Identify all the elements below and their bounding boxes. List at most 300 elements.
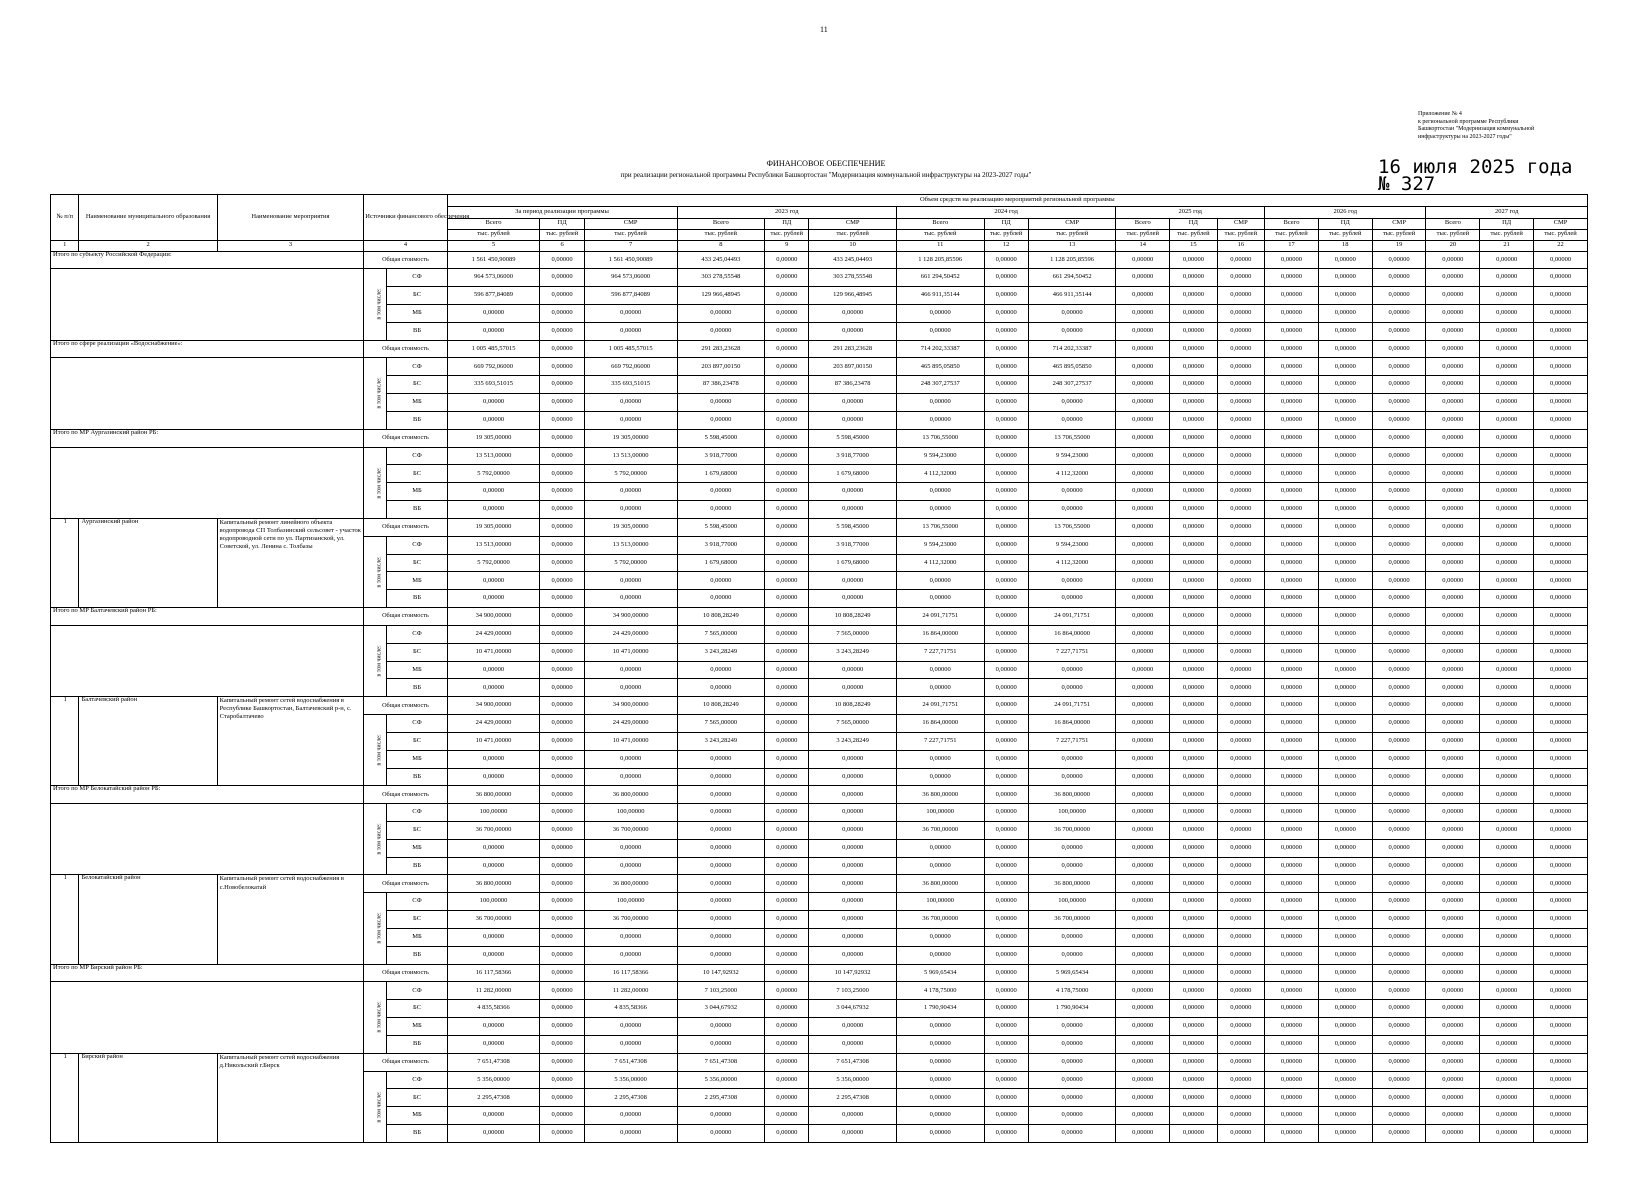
amount-cell: 0,00000 [984,1125,1028,1143]
unit-header: тыс. рублей [1217,229,1264,240]
amount-cell: 0,00000 [809,483,897,501]
amount-cell: 0,00000 [1217,608,1264,626]
amount-cell: 0,00000 [1372,964,1426,982]
amount-cell: 5 356,00000 [809,1071,897,1089]
amount-cell: 0,00000 [1534,946,1588,964]
amount-cell: 0,00000 [1170,394,1217,412]
sub-header: СМР [809,218,897,229]
amount-cell: 0,00000 [1318,679,1372,697]
amount-cell: 0,00000 [765,465,809,483]
amount-cell: 0,00000 [447,322,540,340]
amount-cell: 0,00000 [1318,394,1372,412]
amount-cell: 0,00000 [984,251,1028,269]
amount-cell: 0,00000 [1372,661,1426,679]
amount-cell: 0,00000 [540,536,584,554]
amount-cell: 0,00000 [809,590,897,608]
amount-cell: 0,00000 [809,768,897,786]
amount-cell: 0,00000 [677,839,765,857]
amount-cell: 0,00000 [1372,501,1426,519]
amount-cell: 100,00000 [447,893,540,911]
amount-cell: 100,00000 [1028,804,1116,822]
amount-cell: 0,00000 [1217,679,1264,697]
amount-cell: 0,00000 [1318,501,1372,519]
amount-cell: 0,00000 [1480,447,1534,465]
unit-header: тыс. рублей [809,229,897,240]
amount-cell: 0,00000 [896,572,984,590]
amount-cell: 0,00000 [1217,732,1264,750]
amount-cell: 0,00000 [1372,750,1426,768]
column-number: 14 [1116,240,1170,251]
unit-header: тыс. рублей [1426,229,1480,240]
amount-cell: 0,00000 [447,501,540,519]
amount-cell: 34 900,00000 [447,608,540,626]
amount-cell: 0,00000 [1116,608,1170,626]
amount-cell: 36 800,00000 [447,786,540,804]
municipality-name: Белокатайский район [79,875,217,964]
amount-cell: 0,00000 [1534,911,1588,929]
amount-cell: 5 792,00000 [447,465,540,483]
amount-cell: 0,00000 [677,679,765,697]
amount-cell: 0,00000 [540,768,584,786]
amount-cell: 0,00000 [1480,572,1534,590]
amount-cell: 0,00000 [1265,590,1319,608]
amount-cell: 0,00000 [1116,1071,1170,1089]
amount-cell: 0,00000 [540,554,584,572]
amount-cell: 0,00000 [809,893,897,911]
amount-cell: 0,00000 [765,358,809,376]
amount-cell: 0,00000 [540,483,584,501]
amount-cell: 0,00000 [540,715,584,733]
amount-cell: 0,00000 [1534,608,1588,626]
amount-cell: 0,00000 [1480,590,1534,608]
amount-cell: 0,00000 [584,1107,677,1125]
amount-cell: 0,00000 [1534,340,1588,358]
amount-cell: 0,00000 [447,411,540,429]
amount-cell: 0,00000 [1426,465,1480,483]
amount-cell: 0,00000 [1265,1035,1319,1053]
source-label: ВБ [387,679,447,697]
amount-cell: 10 471,00000 [447,732,540,750]
amount-cell: 0,00000 [1426,625,1480,643]
amount-cell: 0,00000 [584,483,677,501]
amount-cell: 0,00000 [1028,1018,1116,1036]
amount-cell: 0,00000 [1217,839,1264,857]
amount-cell: 0,00000 [1170,554,1217,572]
source-label: СФ [387,358,447,376]
amount-cell: 10 471,00000 [584,732,677,750]
amount-cell: 303 278,55548 [677,269,765,287]
amount-cell: 0,00000 [677,822,765,840]
amount-cell: 0,00000 [1116,572,1170,590]
column-number: 13 [1028,240,1116,251]
amount-cell: 0,00000 [540,964,584,982]
amount-cell: 0,00000 [809,322,897,340]
amount-cell: 0,00000 [1318,928,1372,946]
amount-cell: 0,00000 [809,804,897,822]
amount-cell: 11 282,00000 [584,982,677,1000]
amount-cell: 0,00000 [1480,554,1534,572]
empty-cell [51,269,364,340]
amount-cell: 0,00000 [1265,1018,1319,1036]
amount-cell: 0,00000 [1265,429,1319,447]
amount-cell: 0,00000 [1170,839,1217,857]
amount-cell: 0,00000 [1170,750,1217,768]
amount-cell: 0,00000 [809,1125,897,1143]
amount-cell: 3 918,77000 [809,536,897,554]
amount-cell: 0,00000 [1217,322,1264,340]
unit-header: тыс. рублей [1116,229,1170,240]
table-body [51,251,1588,1143]
amount-cell: 0,00000 [540,1035,584,1053]
amount-cell: 0,00000 [809,911,897,929]
amount-cell: 0,00000 [896,501,984,519]
amount-cell: 0,00000 [1534,679,1588,697]
sub-header: СМР [1217,218,1264,229]
amount-cell: 0,00000 [1372,1107,1426,1125]
amount-cell: 0,00000 [1116,946,1170,964]
amount-cell: 0,00000 [765,501,809,519]
amount-cell: 0,00000 [1265,715,1319,733]
amount-cell: 0,00000 [1480,982,1534,1000]
amount-cell: 0,00000 [1372,411,1426,429]
amount-cell: 0,00000 [1318,911,1372,929]
amount-cell: 100,00000 [1028,893,1116,911]
amount-cell: 0,00000 [1480,1125,1534,1143]
amount-cell: 466 911,35144 [896,287,984,305]
amount-cell: 0,00000 [1170,1125,1217,1143]
amount-cell: 0,00000 [1116,697,1170,715]
period-header: 2027 год [1426,207,1588,219]
source-label: БС [387,376,447,394]
amount-cell: 0,00000 [584,304,677,322]
total-cost-label: Общая стоимость [364,964,447,982]
amount-cell: 0,00000 [1170,804,1217,822]
amount-cell: 0,00000 [1426,875,1480,893]
amount-cell: 1 679,68000 [809,465,897,483]
incl-label: в том числе: [376,645,383,677]
amount-cell: 24 429,00000 [584,625,677,643]
amount-cell: 0,00000 [1480,394,1534,412]
amount-cell: 0,00000 [677,786,765,804]
amount-cell: 9 594,23000 [1028,447,1116,465]
amount-cell: 0,00000 [984,1107,1028,1125]
amount-cell: 0,00000 [1116,287,1170,305]
row-number: 1 [51,518,79,607]
amount-cell: 0,00000 [1170,411,1217,429]
amount-cell: 4 112,32000 [1028,465,1116,483]
sub-header: СМР [1534,218,1588,229]
amount-cell: 0,00000 [1426,732,1480,750]
amount-cell: 0,00000 [1217,928,1264,946]
amount-cell: 0,00000 [1217,1018,1264,1036]
amount-cell: 0,00000 [540,911,584,929]
amount-cell: 0,00000 [1372,251,1426,269]
amount-cell: 0,00000 [1116,1125,1170,1143]
amount-cell: 0,00000 [1116,893,1170,911]
amount-cell: 19 305,00000 [584,518,677,536]
amount-cell: 0,00000 [1534,875,1588,893]
total-cost-label: Общая стоимость [364,697,447,715]
amount-cell: 0,00000 [447,1125,540,1143]
amount-cell: 0,00000 [1265,786,1319,804]
amount-cell: 1 561 450,90089 [584,251,677,269]
amount-cell: 0,00000 [1116,376,1170,394]
appendix-line: Башкортостан "Модернизация коммунальной [1418,126,1535,133]
amount-cell: 0,00000 [1116,411,1170,429]
amount-cell: 0,00000 [1318,1053,1372,1071]
amount-cell: 24 429,00000 [447,625,540,643]
amount-cell: 0,00000 [1318,750,1372,768]
amount-cell: 0,00000 [809,572,897,590]
amount-cell: 0,00000 [1426,786,1480,804]
amount-cell: 0,00000 [1534,483,1588,501]
amount-cell: 0,00000 [1534,518,1588,536]
amount-cell: 9 594,23000 [896,536,984,554]
empty-cell [51,447,364,518]
amount-cell: 0,00000 [1534,786,1588,804]
amount-cell: 0,00000 [1170,269,1217,287]
amount-cell: 0,00000 [1426,572,1480,590]
amount-cell: 0,00000 [1372,946,1426,964]
amount-cell: 0,00000 [1265,875,1319,893]
amount-cell: 0,00000 [540,893,584,911]
amount-cell: 0,00000 [584,661,677,679]
amount-cell: 0,00000 [1426,483,1480,501]
amount-cell: 34 900,00000 [584,608,677,626]
amount-cell: 0,00000 [765,1071,809,1089]
amount-cell: 0,00000 [447,679,540,697]
amount-cell: 10 808,28249 [809,608,897,626]
amount-cell: 0,00000 [1170,679,1217,697]
amount-cell: 0,00000 [1480,465,1534,483]
amount-cell: 0,00000 [1265,1107,1319,1125]
amount-cell: 0,00000 [1318,822,1372,840]
amount-cell: 0,00000 [1265,465,1319,483]
amount-cell: 0,00000 [1318,982,1372,1000]
amount-cell: 0,00000 [677,857,765,875]
amount-cell: 0,00000 [1265,501,1319,519]
amount-cell: 0,00000 [1372,786,1426,804]
amount-cell: 0,00000 [1318,411,1372,429]
amount-cell: 0,00000 [984,715,1028,733]
table-row [51,608,1588,626]
amount-cell: 0,00000 [1426,911,1480,929]
amount-cell: 0,00000 [1170,857,1217,875]
amount-cell: 0,00000 [1265,625,1319,643]
amount-cell: 0,00000 [1265,946,1319,964]
amount-cell: 0,00000 [1028,946,1116,964]
amount-cell: 0,00000 [1318,554,1372,572]
amount-cell: 0,00000 [677,394,765,412]
amount-cell: 0,00000 [809,750,897,768]
amount-cell: 7 103,25000 [809,982,897,1000]
amount-cell: 0,00000 [1480,429,1534,447]
amount-cell: 0,00000 [984,875,1028,893]
amount-cell: 291 283,23628 [809,340,897,358]
amount-cell: 0,00000 [1372,1035,1426,1053]
amount-cell: 0,00000 [584,857,677,875]
amount-cell: 0,00000 [1217,269,1264,287]
amount-cell: 0,00000 [765,964,809,982]
amount-cell: 0,00000 [1534,1053,1588,1071]
amount-cell: 5 356,00000 [677,1071,765,1089]
amount-cell: 0,00000 [1318,946,1372,964]
amount-cell: 0,00000 [540,465,584,483]
amount-cell: 24 091,71751 [1028,608,1116,626]
amount-cell: 0,00000 [1265,750,1319,768]
amount-cell: 2 295,47308 [677,1089,765,1107]
incl-label: в том числе: [376,1090,383,1123]
amount-cell: 0,00000 [1480,732,1534,750]
source-label: СФ [387,269,447,287]
amount-cell: 0,00000 [677,483,765,501]
amount-cell: 0,00000 [540,608,584,626]
amount-cell: 16 864,00000 [1028,625,1116,643]
amount-cell: 0,00000 [1480,893,1534,911]
amount-cell: 0,00000 [584,501,677,519]
amount-cell: 16 117,58366 [447,964,540,982]
amount-cell: 0,00000 [1318,625,1372,643]
amount-cell: 0,00000 [1480,322,1534,340]
amount-cell: 5 598,45000 [677,518,765,536]
amount-cell: 0,00000 [447,1018,540,1036]
appendix-line: к региональной программе Республики [1418,118,1519,125]
amount-cell: 0,00000 [896,1089,984,1107]
amount-cell: 0,00000 [896,750,984,768]
amount-cell: 0,00000 [1116,394,1170,412]
amount-cell: 10 147,92932 [677,964,765,982]
amount-cell: 0,00000 [1480,536,1534,554]
amount-cell: 0,00000 [1028,590,1116,608]
amount-cell: 10 471,00000 [584,643,677,661]
amount-cell: 0,00000 [584,768,677,786]
municipality-name: Бирский район [79,1053,217,1142]
unit-header: тыс. рублей [1534,229,1588,240]
amount-cell: 100,00000 [896,804,984,822]
incl-label: в том числе: [376,377,383,410]
incl-label-cell [364,715,387,786]
amount-cell: 0,00000 [1116,304,1170,322]
amount-cell: 0,00000 [984,732,1028,750]
amount-cell: 0,00000 [896,661,984,679]
amount-cell: 0,00000 [984,928,1028,946]
amount-cell: 24 091,71751 [896,697,984,715]
amount-cell: 0,00000 [1426,715,1480,733]
amount-cell: 0,00000 [1426,750,1480,768]
amount-cell: 0,00000 [1534,447,1588,465]
empty-cell [51,358,364,429]
amount-cell: 34 900,00000 [447,697,540,715]
amount-cell: 0,00000 [1426,536,1480,554]
total-cost-label: Общая стоимость [364,786,447,804]
amount-cell: 0,00000 [1372,982,1426,1000]
amount-cell: 0,00000 [1318,786,1372,804]
amount-cell: 0,00000 [1534,1071,1588,1089]
column-number: 7 [584,240,677,251]
amount-cell: 0,00000 [1372,358,1426,376]
amount-cell: 0,00000 [1318,376,1372,394]
amount-cell: 0,00000 [1426,964,1480,982]
amount-cell: 0,00000 [1217,1053,1264,1071]
amount-cell: 13 706,55000 [1028,429,1116,447]
amount-cell: 0,00000 [1480,269,1534,287]
amount-cell: 36 800,00000 [1028,786,1116,804]
amount-cell: 0,00000 [1116,750,1170,768]
amount-cell: 0,00000 [1534,322,1588,340]
amount-cell: 0,00000 [1116,679,1170,697]
amount-cell: 0,00000 [1217,304,1264,322]
amount-cell: 0,00000 [1318,1125,1372,1143]
amount-cell: 203 897,00150 [809,358,897,376]
amount-cell: 0,00000 [1372,465,1426,483]
amount-cell: 5 598,45000 [809,429,897,447]
amount-cell: 0,00000 [1372,732,1426,750]
measure-name: Капитальный ремонт линейного объекта водопровода СП Толбазинский сельсовет - участок водопроводной сети по ул. Партизанской, ул. Советской, ул. Ленина с. Толбазы [217,518,364,607]
amount-cell: 0,00000 [1426,822,1480,840]
amount-cell: 0,00000 [1217,715,1264,733]
column-number-row [51,240,1588,251]
amount-cell: 0,00000 [1534,251,1588,269]
amount-cell: 0,00000 [1372,1053,1426,1071]
block-name: Итого по МР Балтачевский район РБ: [51,608,364,626]
amount-cell: 4 835,58366 [447,1000,540,1018]
amount-cell: 248 307,27537 [896,376,984,394]
amount-cell: 0,00000 [1534,1035,1588,1053]
amount-cell: 0,00000 [1372,839,1426,857]
amount-cell: 0,00000 [1480,768,1534,786]
volume-header: Объем средств на реализацию мероприятий региональной программы [447,195,1587,207]
amount-cell: 7 565,00000 [677,715,765,733]
amount-cell: 0,00000 [1170,1035,1217,1053]
amount-cell: 0,00000 [1372,715,1426,733]
amount-cell: 1 561 450,90089 [447,251,540,269]
amount-cell: 0,00000 [1265,697,1319,715]
amount-cell: 0,00000 [1318,358,1372,376]
amount-cell: 0,00000 [1480,661,1534,679]
amount-cell: 100,00000 [447,804,540,822]
amount-cell: 0,00000 [584,1125,677,1143]
amount-cell: 0,00000 [1534,732,1588,750]
empty-cell [51,804,364,875]
amount-cell: 0,00000 [984,518,1028,536]
amount-cell: 0,00000 [765,287,809,305]
amount-cell: 0,00000 [1534,572,1588,590]
source-label: СФ [387,536,447,554]
amount-cell: 0,00000 [1170,1107,1217,1125]
amount-cell: 0,00000 [809,501,897,519]
amount-cell: 0,00000 [1534,287,1588,305]
amount-cell: 0,00000 [1426,554,1480,572]
amount-cell: 0,00000 [1318,875,1372,893]
column-number: 1 [51,240,79,251]
amount-cell: 0,00000 [765,768,809,786]
amount-cell: 0,00000 [540,661,584,679]
amount-cell: 0,00000 [447,1035,540,1053]
source-label: МБ [387,750,447,768]
amount-cell: 0,00000 [1265,376,1319,394]
source-label: БС [387,822,447,840]
amount-cell: 0,00000 [896,1018,984,1036]
amount-cell: 13 513,00000 [447,536,540,554]
amount-cell: 0,00000 [1217,893,1264,911]
amount-cell: 0,00000 [1480,679,1534,697]
unit-header: тыс. рублей [1265,229,1319,240]
amount-cell: 0,00000 [1372,1018,1426,1036]
sub-header: Всего [677,218,765,229]
amount-cell: 0,00000 [1318,768,1372,786]
amount-cell: 0,00000 [1426,1018,1480,1036]
amount-cell: 0,00000 [1116,982,1170,1000]
